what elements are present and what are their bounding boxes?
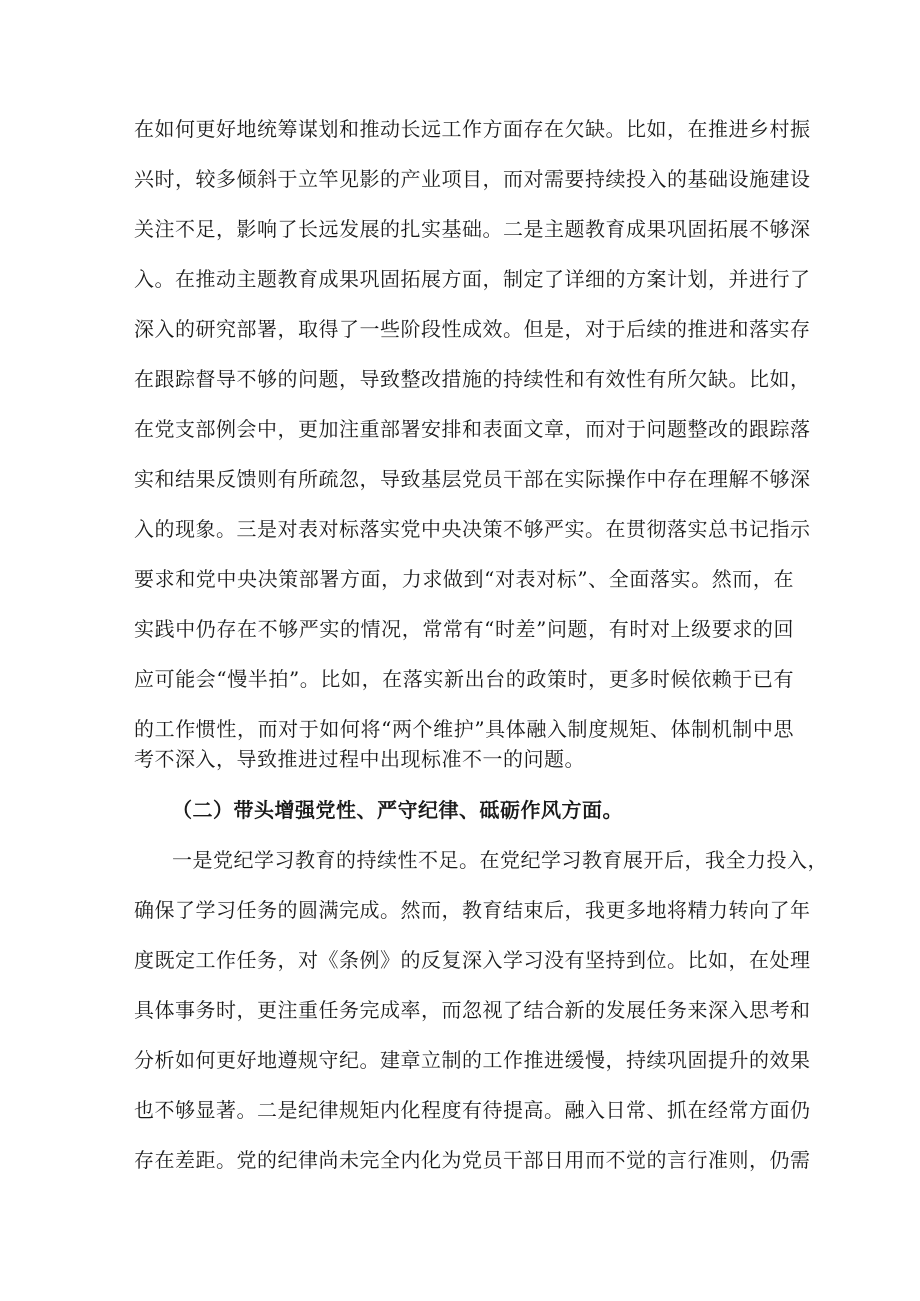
paragraph-line: 关注不足，影响了长远发展的扎实基础。二是主题教育成果巩固拓展不够深: [134, 217, 811, 241]
paragraph-line: 在跟踪督导不够的问题，导致整改措施的持续性和有效性有所欠缺。比如，: [134, 367, 811, 391]
paragraph-line: 度既定工作任务，对《条例》的反复深入学习没有坚持到位。比如，在处理: [134, 948, 811, 972]
paragraph-line: 分析如何更好地遵规守纪。建章立制的工作推进缓慢，持续巩固提升的效果: [134, 1048, 811, 1072]
paragraph-line: 入。在推动主题教育成果巩固拓展方面，制定了详细的方案计划，并进行了: [134, 267, 811, 291]
paragraph-line: 在如何更好地统筹谋划和推动长远工作方面存在欠缺。比如，在推进乡村振: [134, 117, 811, 141]
paragraph-line: 的工作惯性，而对于如何将“两个维护”具体融入制度规矩、体制机制中思: [134, 717, 794, 741]
paragraph-line: 具体事务时，更注重任务完成率，而忽视了结合新的发展任务来深入思考和: [134, 998, 811, 1022]
paragraph-line: 实践中仍存在不够严实的情况，常常有“时差”问题，有时对上级要求的回: [134, 617, 794, 641]
paragraph-line: 兴时，较多倾斜于立竿见影的产业项目，而对需要持续投入的基础设施建设: [134, 167, 811, 191]
paragraph-line-last: 考不深入，导致推进过程中出现标准不一的问题。: [134, 747, 585, 771]
paragraph-first-line: 一是党纪学习教育的持续性不足。在党纪学习教育展开后，我全力投入，: [172, 848, 828, 872]
paragraph-line: 存在差距。党的纪律尚未完全内化为党员干部日用而不觉的言行准则，仍需: [134, 1148, 811, 1172]
section-heading: （二）带头增强党性、严守纪律、砥砺作风方面。: [172, 798, 623, 822]
paragraph-line: 深入的研究部署，取得了一些阶段性成效。但是，对于后续的推进和落实存: [134, 317, 811, 341]
paragraph-line: 在党支部例会中，更加注重部署安排和表面文章，而对于问题整改的跟踪落: [134, 417, 811, 441]
paragraph-line: 确保了学习任务的圆满完成。然而，教育结束后，我更多地将精力转向了年: [134, 898, 811, 922]
paragraph-line: 要求和党中央决策部署方面，力求做到“对表对标”、全面落实。然而，在: [134, 567, 794, 591]
paragraph-line: 实和结果反馈则有所疏忽，导致基层党员干部在实际操作中存在理解不够深: [134, 467, 811, 491]
paragraph-line: 入的现象。三是对表对标落实党中央决策不够严实。在贯彻落实总书记指示: [134, 517, 811, 541]
paragraph-line: 也不够显著。二是纪律规矩内化程度有待提高。融入日常、抓在经常方面仍: [134, 1098, 811, 1122]
paragraph-line: 应可能会“慢半拍”。比如，在落实新出台的政策时，更多时候依赖于已有: [134, 667, 794, 691]
